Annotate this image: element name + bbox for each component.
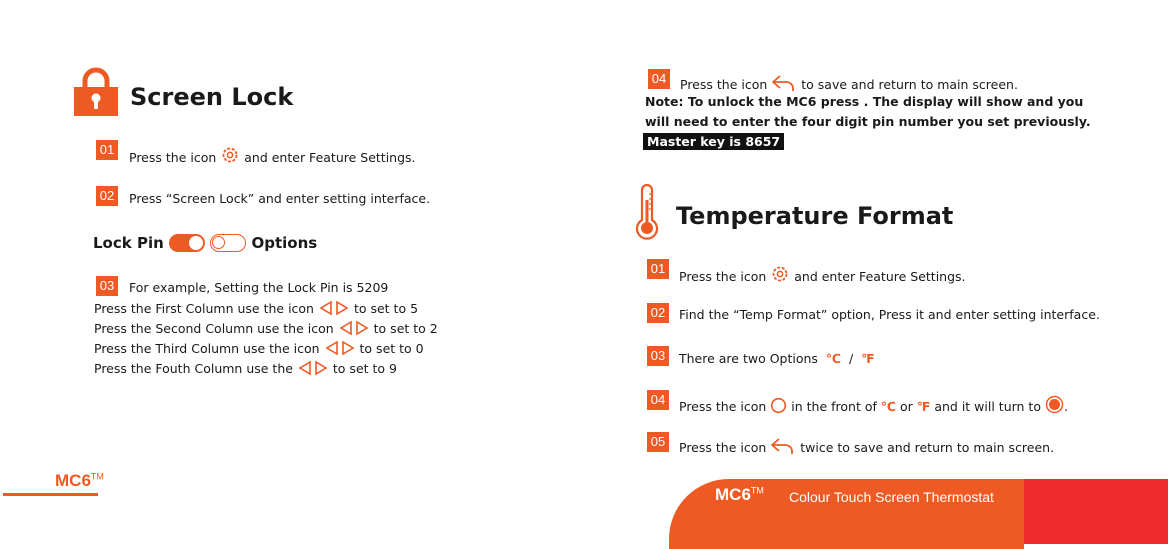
unlock-note: will need to enter the four digit pin number you set previously.: [645, 114, 1091, 129]
column-instruction: Press the First Column use the icon to set to 5: [94, 301, 419, 316]
left-right-arrows-icon: [297, 360, 329, 376]
left-footer-brand: MC6™: [55, 471, 104, 490]
celsius-symbol: ℃: [825, 351, 842, 366]
left-right-arrows-icon: [318, 300, 350, 316]
screen-lock-title: Screen Lock: [130, 83, 294, 111]
gear-icon: [770, 264, 790, 284]
celsius-symbol: ℃: [880, 399, 896, 414]
step-text: Press the icon in the front of ℃ or ℉ and it will turn to .: [679, 395, 1068, 414]
left-right-arrows-icon: [338, 320, 370, 336]
step-text: Press the icon to save and return to main screen.: [680, 74, 1018, 92]
step-text: Press the icon and enter Feature Settings.: [129, 145, 416, 165]
fahrenheit-symbol: ℉: [916, 399, 931, 414]
padlock-icon: [72, 67, 120, 117]
toggle-off-icon: [210, 234, 246, 252]
column-instruction: Press the Fouth Column use the to set to 9: [94, 361, 397, 376]
back-arrow-icon: [770, 437, 796, 455]
back-arrow-icon: [771, 74, 797, 92]
footer-subtitle: Colour Touch Screen Thermostat: [789, 489, 994, 505]
step-number: 02: [96, 186, 118, 206]
step-number: 01: [647, 259, 669, 279]
unlock-note: Note: To unlock the MC6 press . The display will show and you: [645, 94, 1084, 109]
temperature-format-title: Temperature Format: [676, 202, 954, 230]
step-number: 03: [647, 346, 669, 366]
toggle-on-icon: [169, 234, 205, 252]
step-number: 01: [96, 140, 118, 160]
column-instruction: Press the Third Column use the icon to set to 0: [94, 341, 424, 356]
step-number: 05: [647, 432, 669, 452]
left-right-arrows-icon: [324, 340, 356, 356]
left-footer-rule: [3, 493, 98, 496]
fahrenheit-symbol: ℉: [861, 351, 875, 366]
step-text: Find the “Temp Format” option, Press it and enter setting interface.: [679, 307, 1100, 322]
step-number: 04: [647, 390, 669, 410]
step-number: 04: [648, 69, 670, 89]
radio-empty-icon: [770, 397, 787, 414]
step-text: There are two Options ℃ / ℉: [679, 351, 875, 366]
step-text: For example, Setting the Lock Pin is 5209: [129, 280, 389, 295]
step-number: 02: [647, 303, 669, 323]
footer-band-red: [1024, 479, 1168, 544]
step-number: 03: [96, 276, 118, 296]
right-footer-brand: MC6™: [715, 485, 764, 504]
step-text: Press the icon and enter Feature Settings.: [679, 264, 966, 284]
step-text: Press “Screen Lock” and enter setting interface.: [129, 191, 431, 206]
lock-pin-row: Lock Pin Options: [93, 234, 318, 252]
gear-icon: [220, 145, 240, 165]
radio-selected-icon: [1045, 395, 1064, 414]
step-text: Press the icon twice to save and return to main screen.: [679, 437, 1054, 455]
master-key-label: Master key is 8657: [643, 133, 784, 150]
thermometer-icon: [634, 184, 660, 240]
column-instruction: Press the Second Column use the icon to set to 2: [94, 321, 438, 336]
